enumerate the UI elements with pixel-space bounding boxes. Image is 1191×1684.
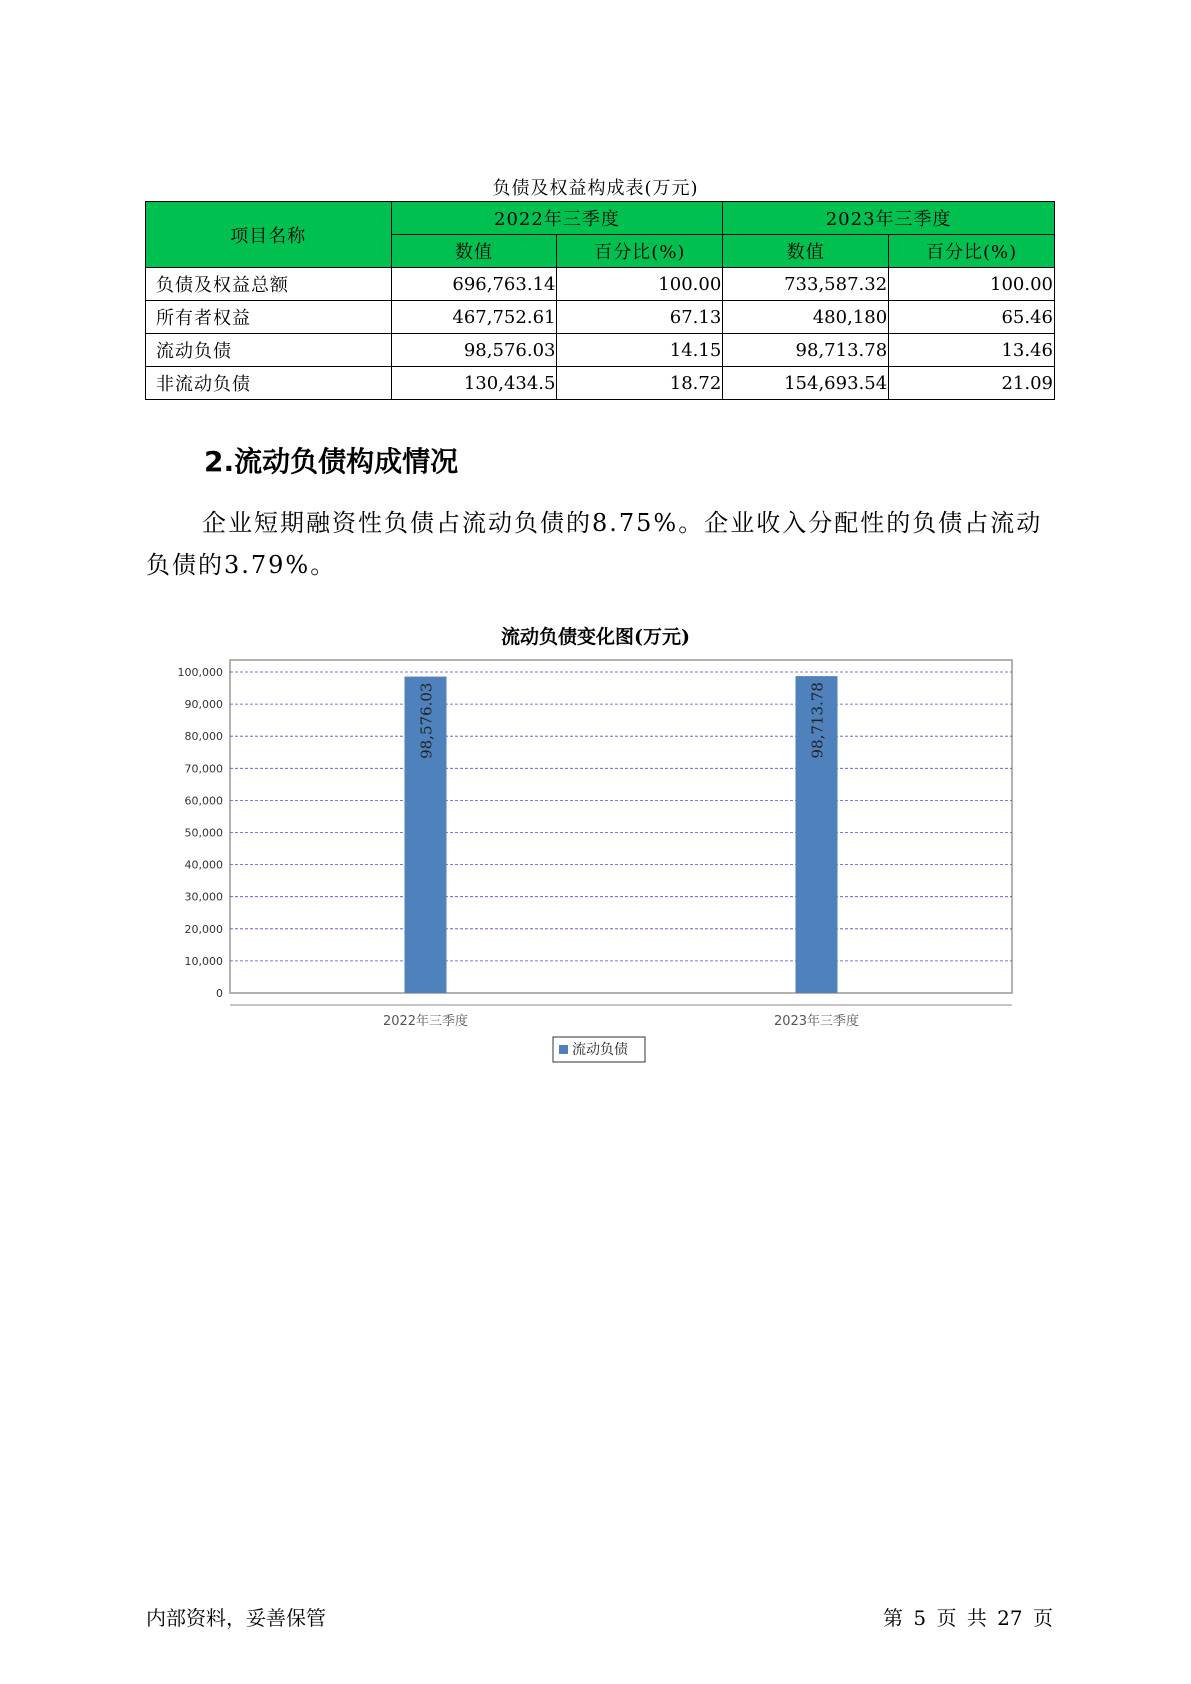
header-item-name: 项目名称: [146, 202, 392, 268]
y-tick-label: 80,000: [184, 730, 223, 744]
y-tick-label: 50,000: [184, 826, 223, 840]
row-value-2023: 480,180: [723, 301, 889, 334]
bar-data-label: 98,576.03: [417, 682, 436, 759]
y-tick-label: 20,000: [184, 922, 223, 936]
row-percent-2023: 21.09: [889, 367, 1055, 400]
y-tick-label: 30,000: [184, 890, 223, 904]
x-tick-label: 2022年三季度: [382, 1014, 469, 1029]
row-value-2022: 98,576.03: [391, 334, 557, 367]
legend-swatch: [559, 1045, 568, 1054]
header-value-2022: 数值: [391, 235, 557, 268]
x-tick-label: 2023年三季度: [773, 1014, 860, 1029]
chart-title: 流动负债变化图(万元): [501, 626, 690, 648]
header-period-2023: 2023年三季度: [723, 202, 1055, 235]
footer-page-number: 第 5 页 共 27 页: [883, 1606, 1053, 1630]
footer-confidential: 内部资料，妥善保管: [146, 1606, 326, 1630]
row-percent-2023: 13.46: [889, 334, 1055, 367]
row-value-2022: 467,752.61: [391, 301, 557, 334]
row-value-2023: 154,693.54: [723, 367, 889, 400]
y-tick-label: 70,000: [184, 762, 223, 776]
table-caption: 负债及权益构成表(万元): [492, 178, 699, 199]
row-name: 流动负债: [146, 334, 392, 367]
y-tick-label: 40,000: [184, 858, 223, 872]
row-percent-2022: 18.72: [557, 367, 723, 400]
plot-area: [230, 660, 1012, 993]
row-percent-2022: 100.00: [557, 268, 723, 301]
y-tick-label: 10,000: [184, 954, 223, 968]
y-tick-label: 90,000: [184, 698, 223, 712]
row-value-2023: 98,713.78: [723, 334, 889, 367]
row-percent-2022: 67.13: [557, 301, 723, 334]
row-value-2023: 733,587.32: [723, 268, 889, 301]
row-name: 非流动负债: [146, 367, 392, 400]
y-tick-label: 100,000: [177, 666, 223, 679]
header-percent-2023: 百分比(%): [889, 235, 1055, 268]
header-value-2023: 数值: [723, 235, 889, 268]
legend-label: 流动负债: [572, 1042, 628, 1058]
row-percent-2023: 65.46: [889, 301, 1055, 334]
body-paragraph: 企业短期融资性负债占流动负债的8.75%。企业收入分配性的负债占流动负债的3.79%。: [146, 509, 1043, 579]
row-value-2022: 696,763.14: [391, 268, 557, 301]
header-period-2022: 2022年三季度: [391, 202, 723, 235]
bar-data-label: 98,713.78: [808, 682, 827, 759]
row-percent-2023: 100.00: [889, 268, 1055, 301]
row-value-2022: 130,434.5: [391, 367, 557, 400]
row-name: 所有者权益: [146, 301, 392, 334]
y-tick-label: 60,000: [184, 794, 223, 808]
row-percent-2022: 14.15: [557, 334, 723, 367]
y-tick-label: 0: [216, 987, 223, 1000]
row-name: 负债及权益总额: [146, 268, 392, 301]
section-heading: 2.流动负债构成情况: [204, 445, 459, 478]
header-percent-2022: 百分比(%): [557, 235, 723, 268]
